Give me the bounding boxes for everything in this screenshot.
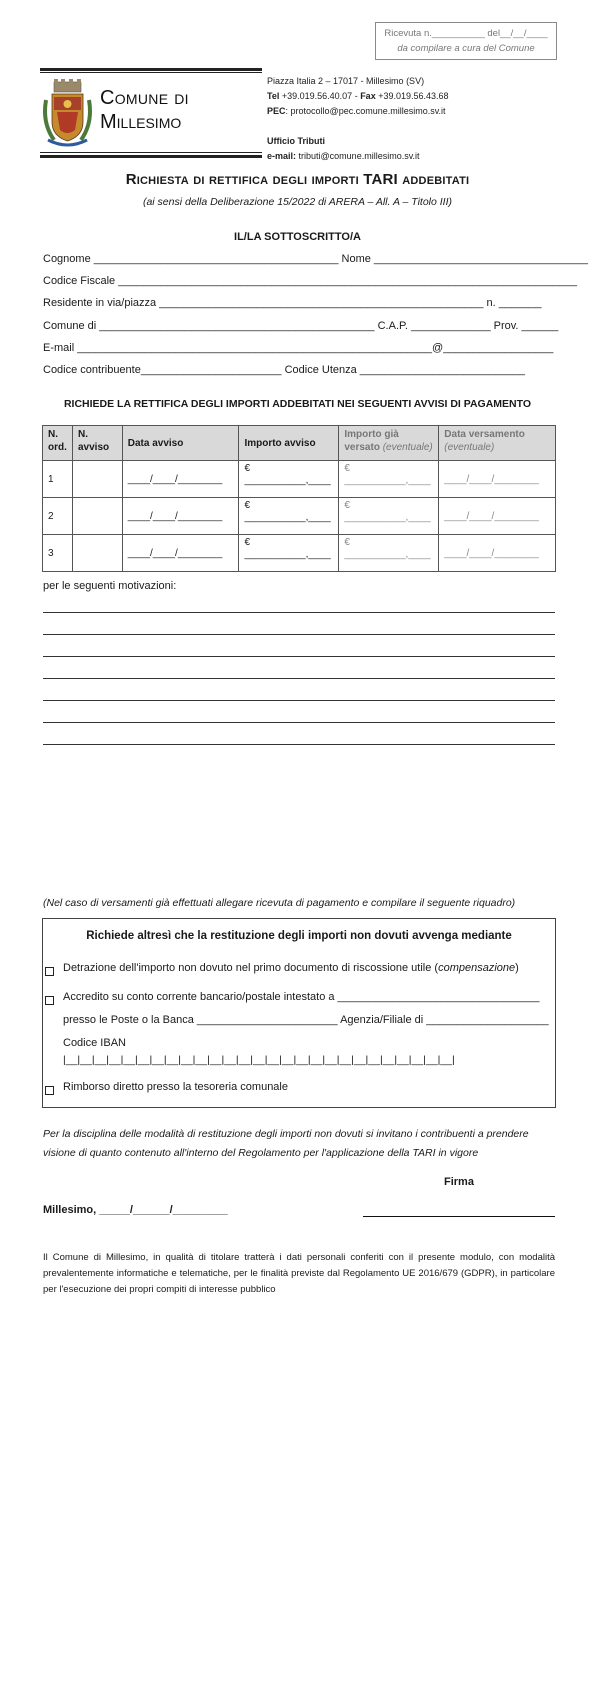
col-importo-versato: Importo già versato (eventuale): [339, 426, 439, 461]
richiede-heading: RICHIEDE LA RETTIFICA DEGLI IMPORTI ADDEBITATI NEI SEGUENTI AVVISI DI PAGAMENTO: [63, 398, 532, 410]
tel-fax-line: Tel +39.019.56.40.07 - Fax +39.019.56.43.68: [267, 91, 449, 101]
table-row: [43, 498, 556, 535]
residente-field[interactable]: Residente in via/piazza _____________________________________________________ n. _______: [43, 297, 542, 309]
pec-line: PEC: protocollo@pec.comune.millesimo.sv.it: [267, 106, 446, 116]
avvisi-table: [42, 425, 556, 572]
col-data-versamento: Data versamento (eventuale): [439, 426, 556, 461]
motivazioni-line[interactable]: [43, 612, 555, 613]
accredito-checkbox[interactable]: [45, 996, 54, 1005]
data-versamento-cell[interactable]: ____/____/________: [439, 535, 556, 572]
importo-versato-cell[interactable]: € ___________,____: [339, 535, 439, 572]
header-bottom-bar: [40, 155, 262, 158]
header-bottom-thin-bar: [40, 152, 262, 153]
email-label: e-mail:: [267, 151, 297, 161]
col-n-ord: N. ord.: [43, 426, 73, 461]
email-address[interactable]: tributi@comune.millesimo.sv.it: [298, 151, 420, 161]
pec-address[interactable]: protocollo@pec.comune.millesimo.sv.it: [290, 106, 446, 116]
banca-field[interactable]: presso le Poste o la Banca _______________________ Agenzia/Filiale di ____________________: [63, 1014, 549, 1026]
motivazioni-line[interactable]: [43, 656, 555, 657]
email-line: [267, 149, 449, 164]
n-avviso-cell[interactable]: [72, 535, 122, 572]
tel-number: +39.019.56.40.07: [281, 91, 353, 101]
iban-boxes[interactable]: |__|__|__|__|__|__|__|__|__|__|__|__|__|__|__|__|__|__|__|__|__|__|__|__|__|__|__|: [63, 1054, 455, 1066]
row-number: 1: [43, 461, 73, 498]
accredito-option[interactable]: Accredito su conto corrente bancario/postale intestato a _________________________________: [63, 991, 540, 1003]
receipt-number-line: Ricevuta n.__________ del__/__/____: [384, 28, 548, 39]
header-top-thin-bar: [40, 72, 262, 73]
address-line: Piazza Italia 2 – 17017 - Millesimo (SV): [267, 76, 425, 86]
fax-number: +39.019.56.43.68: [378, 91, 449, 101]
col-data-avviso: Data avviso: [122, 426, 239, 461]
page-subtitle: (ai sensi della Deliberazione 15/2022 di ARERA – All. A – Titolo III): [142, 196, 453, 208]
importo-avviso-cell[interactable]: € ___________,____: [239, 461, 339, 498]
municipality-name: [100, 86, 189, 134]
coat-of-arms-logo: [40, 78, 95, 150]
logo-line2: Millesimo: [100, 111, 182, 133]
sottoscritto-heading: IL/LA SOTTOSCRITTO/A: [234, 231, 361, 243]
header-top-bar: [40, 68, 262, 71]
col-n-avviso: N. avviso: [72, 426, 122, 461]
privacy-notice: Il Comune di Millesimo, in qualità di titolare tratterà i dati personali conferiti con il presente modulo, con modalità prevalentemente informatiche e telematiche, per le finalità previste dal Regolamento UE 2016/679 (GDPR), in particolare per l'esecuzione dei propri compiti di interesse pubblico: [43, 1252, 555, 1295]
col-importo-avviso: Importo avviso: [239, 426, 339, 461]
row-number: 2: [43, 498, 73, 535]
data-avviso-cell[interactable]: ____/____/________: [122, 461, 239, 498]
receipt-note: da compilare a cura del Comune: [397, 43, 535, 54]
place-date-field[interactable]: Millesimo, _____/______/_________: [43, 1204, 228, 1216]
logo-line1: Comune di: [100, 87, 189, 109]
iban-label: Codice IBAN: [63, 1037, 126, 1049]
motivazioni-line[interactable]: [43, 744, 555, 745]
importo-versato-cell[interactable]: € ___________,____: [339, 498, 439, 535]
refund-box: [42, 918, 556, 1108]
table-header-row: [43, 426, 556, 461]
motivazioni-label: per le seguenti motivazioni:: [43, 580, 177, 592]
motivazioni-line[interactable]: [43, 722, 555, 723]
data-versamento-cell[interactable]: ____/____/________: [439, 461, 556, 498]
data-versamento-cell[interactable]: ____/____/________: [439, 498, 556, 535]
contact-info: [267, 74, 449, 164]
compensazione-checkbox[interactable]: [45, 967, 54, 976]
receipt-box: [375, 22, 557, 60]
codici-field[interactable]: Codice contribuente_______________________ Codice Utenza ___________________________: [43, 364, 525, 376]
rimborso-option: Rimborso diretto presso la tesoreria comunale: [63, 1081, 288, 1093]
motivazioni-line[interactable]: [43, 700, 555, 701]
tel-label: Tel: [267, 91, 280, 101]
comune-field[interactable]: Comune di _____________________________________________ C.A.P. _____________ Prov. ______: [43, 320, 559, 332]
importo-avviso-cell[interactable]: € ___________,____: [239, 498, 339, 535]
disciplina-note: Per la disciplina delle modalità di restituzione degli importi non dovuti si invitano i contribuenti a prendere visione di quanto contenuto all'interno del Regolamento per l'applicazione della TARI in vigore: [43, 1128, 529, 1159]
motivazioni-line[interactable]: [43, 678, 555, 679]
compensazione-option: Detrazione dell'importo non dovuto nel primo documento di riscossione utile (compensazione): [63, 962, 519, 974]
table-row: [43, 461, 556, 498]
rimborso-checkbox[interactable]: [45, 1086, 54, 1095]
motivazioni-line[interactable]: [43, 634, 555, 635]
office-name: Ufficio Tributi: [267, 136, 325, 146]
versamenti-note: (Nel caso di versamenti già effettuati allegare ricevuta di pagamento e compilare il seguente riquadro): [43, 897, 516, 909]
fax-label: Fax: [360, 91, 376, 101]
page-title: Richiesta di rettifica degli importi TARI addebitati: [125, 171, 470, 188]
n-avviso-cell[interactable]: [72, 461, 122, 498]
firma-label: Firma: [444, 1176, 474, 1188]
data-avviso-cell[interactable]: ____/____/________: [122, 535, 239, 572]
importo-avviso-cell[interactable]: € ___________,____: [239, 535, 339, 572]
cognome-nome-field[interactable]: Cognome ________________________________________ Nome ___________________________________: [43, 253, 589, 265]
pec-label: PEC: [267, 106, 286, 116]
row-number: 3: [43, 535, 73, 572]
data-avviso-cell[interactable]: ____/____/________: [122, 498, 239, 535]
signature-line[interactable]: [363, 1216, 555, 1217]
n-avviso-cell[interactable]: [72, 498, 122, 535]
codice-fiscale-field[interactable]: Codice Fiscale ___________________________________________________________________________: [43, 275, 578, 287]
email-field[interactable]: E-mail __________________________________________________________@__________________: [43, 342, 554, 354]
refund-box-title: Richiede altresì che la restituzione degli importi non dovuti avvenga mediante: [86, 930, 512, 942]
table-row: [43, 535, 556, 572]
importo-versato-cell[interactable]: € ___________,____: [339, 461, 439, 498]
